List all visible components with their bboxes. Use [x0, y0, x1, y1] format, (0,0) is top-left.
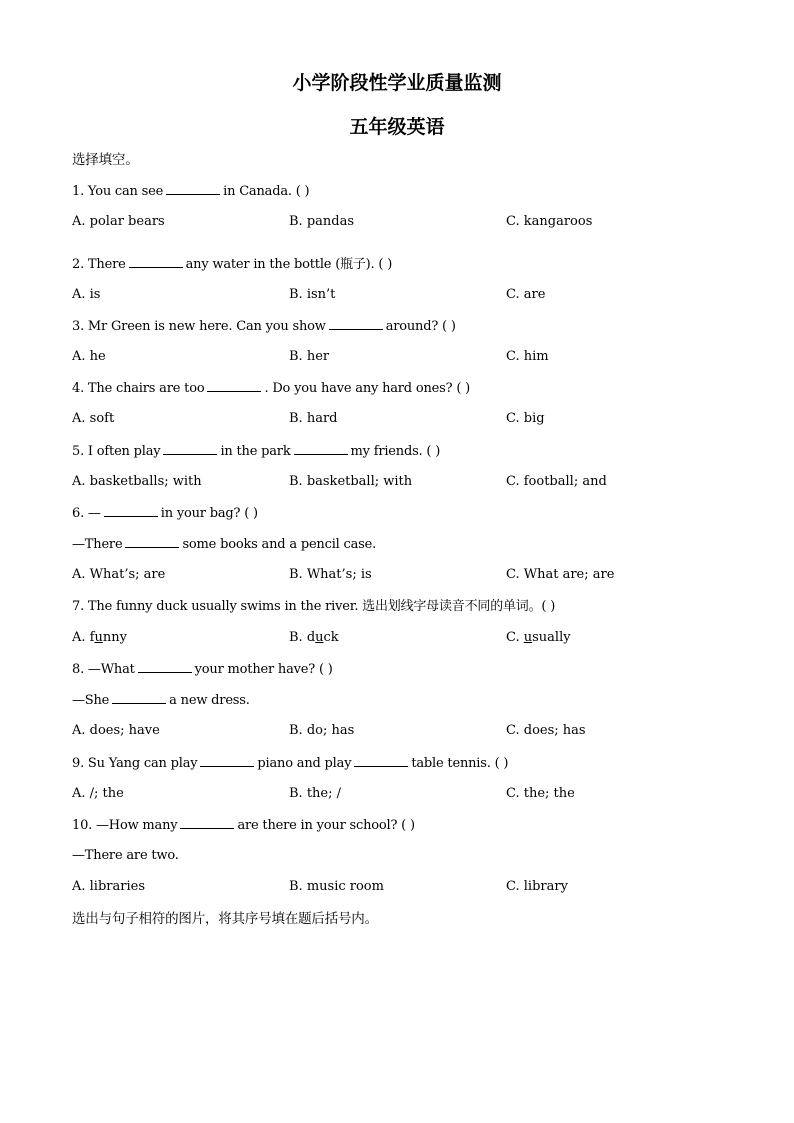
option-text: B. d — [289, 630, 316, 645]
question-6-response — [72, 535, 376, 554]
question-5-text-middle: in the park — [220, 444, 291, 459]
question-4-text-start: 4. The chairs are too — [72, 381, 205, 396]
question-4-text-end: . Do you have any hard ones? ( ) — [264, 381, 471, 396]
answer-blank[interactable] — [354, 754, 408, 767]
question-4-option-a[interactable]: A. soft — [72, 411, 115, 426]
question-9-text-middle: piano and play — [257, 756, 352, 771]
question-4-option-b[interactable]: B. hard — [289, 411, 338, 426]
answer-blank[interactable] — [129, 255, 183, 268]
question-10 — [72, 816, 415, 835]
option-text: ck — [323, 630, 339, 645]
question-10-response: —There are two. — [72, 848, 179, 863]
question-5-option-c[interactable]: C. football; and — [506, 474, 607, 489]
question-6-option-c[interactable]: C. What are; are — [506, 567, 615, 582]
question-5-option-a[interactable]: A. basketballs; with — [72, 474, 202, 489]
question-5-text-end: my friends. ( ) — [350, 444, 441, 459]
question-9 — [72, 754, 508, 773]
question-2-option-b[interactable]: B. isn’t — [289, 287, 336, 302]
question-10-option-c[interactable]: C. library — [506, 879, 568, 894]
answer-blank[interactable] — [207, 379, 261, 392]
question-5 — [72, 442, 440, 461]
answer-blank[interactable] — [104, 504, 158, 517]
question-9-option-c[interactable]: C. the; the — [506, 786, 575, 801]
question-9-option-a[interactable]: A. /; the — [72, 786, 124, 801]
answer-blank[interactable] — [180, 816, 234, 829]
underlined-letter: u — [523, 630, 533, 645]
question-8-option-a[interactable]: A. does; have — [72, 723, 160, 738]
question-6-response-end: some books and a pencil case. — [182, 537, 377, 552]
option-text: nny — [102, 630, 127, 645]
question-3-option-a[interactable]: A. he — [72, 349, 106, 364]
question-2-option-c[interactable]: C. are — [506, 287, 546, 302]
answer-blank[interactable] — [112, 691, 166, 704]
exam-subtitle: 五年级英语 — [349, 116, 445, 138]
question-1-text-end: in Canada. ( ) — [223, 184, 310, 199]
question-8-response-start: —She — [72, 693, 110, 708]
option-text: sually — [532, 630, 571, 645]
question-10-option-a[interactable]: A. libraries — [72, 879, 145, 894]
question-10-option-b[interactable]: B. music room — [289, 879, 384, 894]
question-8-option-c[interactable]: C. does; has — [506, 723, 586, 738]
underlined-letter: u — [315, 630, 324, 645]
question-3 — [72, 317, 456, 336]
option-text: C. — [506, 630, 524, 645]
question-8 — [72, 660, 333, 679]
question-2-text-start: 2. There — [72, 257, 126, 272]
question-4-option-c[interactable]: C. big — [506, 411, 545, 426]
question-9-option-b[interactable]: B. the; / — [289, 786, 341, 801]
question-10-text-end: are there in your school? ( ) — [237, 818, 415, 833]
question-8-text-end: your mother have? ( ) — [194, 662, 333, 677]
option-text: A. f — [72, 630, 95, 645]
question-1 — [72, 182, 309, 201]
question-6-option-a[interactable]: A. What’s; are — [72, 567, 166, 582]
answer-blank[interactable] — [163, 442, 217, 455]
question-6 — [72, 504, 258, 523]
section-heading-choose: 选择填空。 — [72, 152, 139, 168]
question-9-text-end: table tennis. ( ) — [411, 756, 509, 771]
answer-blank[interactable] — [329, 317, 383, 330]
question-6-text-start: 6. — — [72, 506, 101, 521]
question-8-option-b[interactable]: B. do; has — [289, 723, 355, 738]
question-2 — [72, 255, 392, 274]
answer-blank[interactable] — [138, 660, 192, 673]
answer-blank[interactable] — [125, 535, 179, 548]
question-8-response — [72, 691, 250, 710]
question-6-option-b[interactable]: B. What’s; is — [289, 567, 372, 582]
question-8-text-start: 8. —What — [72, 662, 135, 677]
underlined-letter: u — [94, 630, 103, 645]
answer-blank[interactable] — [166, 182, 220, 195]
question-9-text-start: 9. Su Yang can play — [72, 756, 198, 771]
question-2-option-a[interactable]: A. is — [72, 287, 101, 302]
question-7-option-a[interactable] — [72, 629, 127, 647]
exam-title: 小学阶段性学业质量监测 — [292, 72, 502, 94]
question-6-response-start: —There — [72, 537, 123, 552]
question-10-text-start: 10. —How many — [72, 818, 178, 833]
answer-blank[interactable] — [294, 442, 348, 455]
question-7: 7. The funny duck usually swims in the river. 选出划线字母读音不同的单词。( ) — [72, 599, 556, 614]
question-6-text-end: in your bag? ( ) — [160, 506, 258, 521]
question-8-response-end: a new dress. — [169, 693, 250, 708]
question-3-option-b[interactable]: B. her — [289, 349, 330, 364]
question-1-text-start: 1. You can see — [72, 184, 164, 199]
answer-blank[interactable] — [200, 754, 254, 767]
question-5-text-start: 5. I often play — [72, 444, 161, 459]
section-heading-pictures: 选出与句子相符的图片，将其序号填在题后括号内。 — [72, 911, 378, 927]
question-3-text-start: 3. Mr Green is new here. Can you show — [72, 319, 326, 334]
question-2-text-end: any water in the bottle (瓶子). ( ) — [185, 257, 393, 272]
question-7-option-b[interactable] — [289, 629, 339, 647]
question-4 — [72, 379, 470, 398]
question-5-option-b[interactable]: B. basketball; with — [289, 474, 413, 489]
question-3-option-c[interactable]: C. him — [506, 349, 549, 364]
question-3-text-end: around? ( ) — [385, 319, 456, 334]
question-1-option-c[interactable]: C. kangaroos — [506, 214, 593, 229]
question-7-option-c[interactable] — [506, 629, 571, 647]
question-1-option-b[interactable]: B. pandas — [289, 214, 355, 229]
question-1-option-a[interactable]: A. polar bears — [72, 214, 165, 229]
